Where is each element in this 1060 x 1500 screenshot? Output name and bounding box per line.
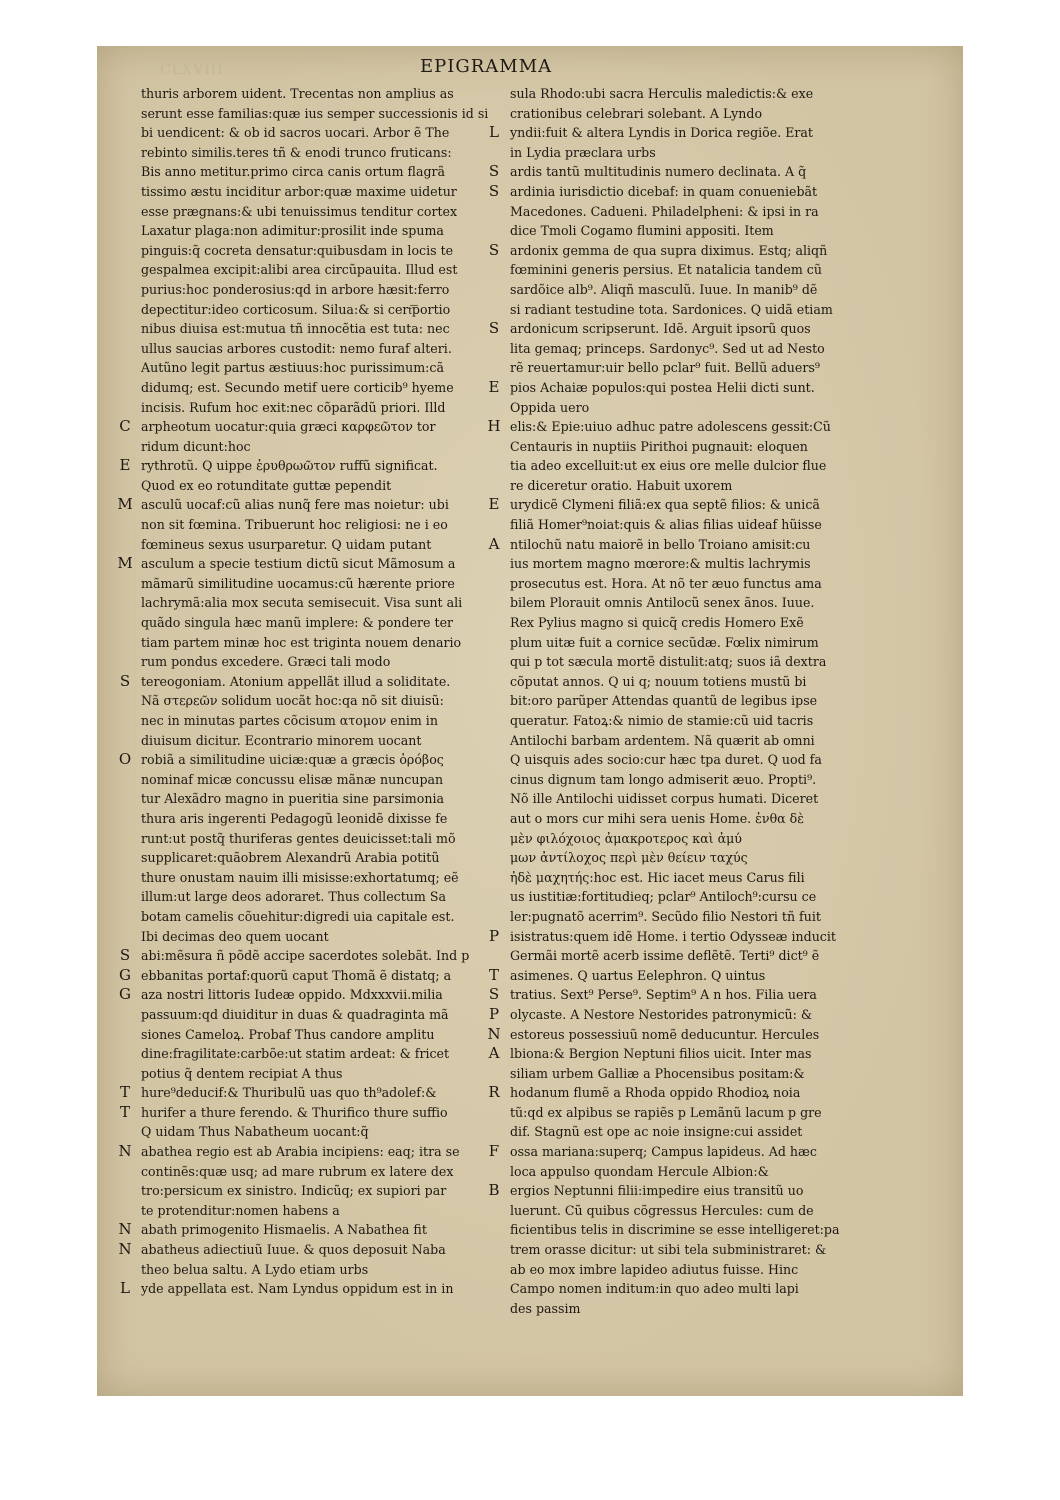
- line-text: tereogoniam. Atonium appellãt illud a soliditate.: [141, 673, 451, 689]
- text-line: [116, 1240, 496, 1260]
- line-text: abath primogenito Hismaelis. A Nabathea fit: [141, 1222, 427, 1238]
- line-text: abi:mẽsura ñ põdẽ accipe sacerdotes solebãt. Ind p: [141, 948, 470, 964]
- line-text: ardis tantũ multitudinis numero declinata. A q̃: [510, 164, 807, 180]
- text-line: [485, 535, 865, 555]
- line-text: Laxatur plaga:non adimitur:prosilit inde spuma: [141, 223, 444, 239]
- text-line: [485, 574, 865, 594]
- line-text: Macedones. Cadueni. Philadelpheni: & ipsi in ra: [510, 203, 819, 219]
- line-text: nec in minutas partes cõcisum ατομον enim in: [141, 713, 438, 728]
- line-text: serunt esse familias:quæ ius semper successionis id si: [141, 105, 489, 121]
- text-line: [485, 260, 865, 280]
- line-text: tro:persicum ex sinistro. Indicũq; ex supiori par: [141, 1183, 447, 1199]
- text-line: [485, 711, 865, 731]
- text-line: [116, 221, 496, 241]
- text-line: [116, 280, 496, 300]
- line-text: arpheotum uocatur:quia græci καρφεῶτον tor: [141, 419, 436, 435]
- text-line: [485, 887, 865, 907]
- text-line: [116, 495, 496, 515]
- line-text: runt:ut postq̃ thuriferas gentes deuicisset:tali mõ: [141, 830, 456, 846]
- line-text: asculũ uocaf:cũ alias nunq̃ fere mas noietur: ubi: [141, 497, 449, 513]
- line-text: us iustitiæ:fortitudieq; pclar⁹ Antiloch⁹:cursu ce: [510, 889, 817, 905]
- text-line: [485, 476, 865, 496]
- initial-letter: B: [488, 1181, 500, 1200]
- line-text: non sit fœmina. Tribuerunt hoc religiosi: ne i eo: [141, 517, 448, 533]
- initial-letter: G: [119, 985, 131, 1004]
- line-text: rum pondus excedere. Græci tali modo: [141, 654, 391, 670]
- line-text: Campo nomen inditum:in quo adeo multi lapi: [510, 1281, 799, 1297]
- text-line: [116, 339, 496, 359]
- text-line: [485, 1299, 865, 1319]
- line-text: siones Cameloꝝ. Probaf Thus candore amplitu: [141, 1026, 435, 1042]
- line-text: diuisum dicitur. Econtrario minorem uocant: [141, 732, 422, 748]
- text-line: [116, 966, 496, 986]
- line-text: hure⁹deducif:& Thuribulũ uas quo th⁹adolef:&: [141, 1085, 437, 1101]
- line-text: illum:ut large deos adoraret. Thus collectum Sa: [141, 889, 446, 905]
- initial-letter: F: [488, 1142, 500, 1161]
- text-line: [116, 1181, 496, 1201]
- line-text: theo belua saltu. A Lydo etiam urbs: [141, 1261, 369, 1277]
- text-line: [485, 1201, 865, 1221]
- line-text: rẽ reuertamur:uir bello pclar⁹ fuit. Bellũ aduers⁹: [510, 360, 820, 376]
- line-text: esse prægnans:& ubi tenuissimus tenditur cortex: [141, 203, 458, 219]
- line-text: Q uidam Thus Nabatheum uocant:q̃: [141, 1124, 369, 1140]
- line-text: tia adeo excelluit:ut ex eius ore melle dulcior flue: [510, 458, 827, 474]
- text-line: [116, 848, 496, 868]
- text-line: [116, 887, 496, 907]
- text-line: [116, 260, 496, 280]
- running-header: EPIGRAMMA: [420, 56, 553, 77]
- initial-letter: N: [118, 1240, 132, 1259]
- text-line: [485, 202, 865, 222]
- text-line: [485, 691, 865, 711]
- line-text: purius:hoc ponderosius:qd in arbore hæsit:ferro: [141, 281, 450, 297]
- text-line: [116, 437, 496, 457]
- initial-letter: C: [119, 417, 131, 436]
- line-text: asculum a specie testium dictũ sicut Mãmosum a: [141, 556, 456, 572]
- text-line: [485, 123, 865, 143]
- line-text: rythrotũ. Q uippe ἐρυθρωῶτον ruffũ significat.: [141, 458, 438, 474]
- text-line: [116, 554, 496, 574]
- text-line: [485, 1181, 865, 1201]
- text-line: [485, 1162, 865, 1182]
- text-line: [485, 495, 865, 515]
- line-text: incisis. Rufum hoc exit:nec cõparãdũ priori. Illd: [141, 399, 446, 415]
- text-line: [485, 143, 865, 163]
- line-text: Autũno legit partus æstiuus:hoc purissimum:cã: [141, 360, 444, 376]
- line-text: elis:& Epie:uiuo adhuc patre adolescens gessit:Cũ: [510, 419, 831, 435]
- text-line: [485, 280, 865, 300]
- text-line: [485, 1260, 865, 1280]
- text-line: [485, 378, 865, 398]
- initial-letter: M: [117, 495, 133, 514]
- text-line: [116, 515, 496, 535]
- line-text: potius q̃ dentem recipiat A thus: [141, 1065, 343, 1081]
- initial-letter: E: [119, 456, 131, 475]
- text-line: [485, 221, 865, 241]
- text-line: [485, 84, 865, 104]
- text-line: [116, 358, 496, 378]
- text-line: [116, 104, 496, 124]
- initial-letter: P: [488, 1004, 500, 1023]
- line-text: in Lydia præclara urbs: [510, 144, 656, 160]
- text-line: [485, 593, 865, 613]
- text-line: [116, 711, 496, 731]
- text-line: [485, 1122, 865, 1142]
- initial-letter: T: [119, 1102, 130, 1121]
- line-text: cinus dignum tam longo admiserit æuo. Propti⁹.: [510, 771, 817, 787]
- text-line: [485, 104, 865, 124]
- line-text: ullus saucias arbores custodit: nemo furaf alteri.: [141, 340, 452, 356]
- line-text: Centauris in nuptiis Pirithoi pugnauit: eloquen: [510, 438, 808, 454]
- line-text: abathea regio est ab Arabia incipiens: eaq; itra se: [141, 1144, 460, 1160]
- text-line: [116, 809, 496, 829]
- line-text: μων ἀντίλοχος περὶ μὲν θείειν ταχύς: [510, 850, 748, 866]
- text-line: [116, 162, 496, 182]
- text-line: [116, 1162, 496, 1182]
- line-text: ossa mariana:superq; Campus lapideus. Ad hæc: [510, 1144, 817, 1160]
- text-line: [116, 770, 496, 790]
- text-line: [116, 613, 496, 633]
- text-line: [485, 1025, 865, 1045]
- text-line: [485, 1142, 865, 1162]
- line-text: gespalmea excipit:alibi area circũpauita. Illud est: [141, 262, 458, 278]
- text-line: [116, 123, 496, 143]
- initial-letter: L: [120, 1279, 130, 1298]
- initial-letter: S: [119, 671, 131, 690]
- line-text: asimenes. Q uartus Eelephron. Q uintus: [510, 967, 766, 983]
- text-line: [116, 750, 496, 770]
- text-line: [485, 358, 865, 378]
- line-text: thura aris ingerenti Pedagogũ leonidẽ dixisse fe: [141, 810, 448, 826]
- line-text: urydicẽ Clymeni filiã:ex qua septẽ filios: & unicã: [510, 497, 820, 513]
- text-line: [116, 789, 496, 809]
- text-line: [116, 417, 496, 437]
- text-line: [485, 319, 865, 339]
- text-line: [116, 84, 496, 104]
- text-line: [116, 927, 496, 947]
- text-line: [116, 1122, 496, 1142]
- line-text: lbiona:& Bergion Neptuni filios uicit. Inter mas: [510, 1046, 812, 1062]
- line-text: bilem Plorauit omnis Antilocũ senex ãnos. Iuue.: [510, 595, 815, 611]
- line-text: ardonicum scripserunt. Idẽ. Arguit ipsorũ quos: [510, 321, 811, 337]
- initial-letter: T: [488, 965, 499, 984]
- line-text: ergios Neptunni filii:impedire eius transitũ uo: [510, 1183, 804, 1199]
- line-text: supplicaret:quãobrem Alexandrũ Arabia potitũ: [141, 850, 440, 866]
- text-line: [485, 456, 865, 476]
- line-text: didumq; est. Secundo metif uere corticib⁹ hyeme: [141, 379, 454, 395]
- line-text: depectitur:ideo corticosum. Silua:& si cert͞portio: [141, 301, 451, 317]
- text-line: [116, 1220, 496, 1240]
- initial-letter: A: [488, 534, 500, 553]
- text-line: [485, 182, 865, 202]
- line-text: Ibi decimas deo quem uocant: [141, 928, 329, 944]
- line-text: ab eo mox imbre lapideo adiutus fuisse. Hinc: [510, 1261, 799, 1277]
- line-text: dif. Stagnũ est ope ac noie insigne:cui assidet: [510, 1124, 803, 1140]
- text-line: [485, 907, 865, 927]
- initial-letter: E: [488, 377, 500, 396]
- text-line: [485, 1044, 865, 1064]
- line-text: Q uisquis ades socio:cur hæc tpa duret. Q uod fa: [510, 752, 822, 768]
- text-line: [116, 1025, 496, 1045]
- text-line: [116, 985, 496, 1005]
- text-line: [116, 1201, 496, 1221]
- line-text: te protenditur:nomen habens a: [141, 1202, 340, 1218]
- line-text: nibus diuisa est:mutua tñ innocẽtia est tuta: nec: [141, 321, 450, 337]
- line-text: tissimo æstu inciditur arbor:quæ maxime uidetur: [141, 183, 457, 199]
- text-line: [116, 241, 496, 261]
- initial-letter: L: [489, 123, 499, 142]
- folio-number: CLXVIII: [160, 62, 224, 78]
- line-text: si radiant testudine tota. Sardonices. Q uidã etiam: [510, 301, 833, 317]
- initial-letter: A: [488, 1044, 500, 1063]
- text-line: [116, 319, 496, 339]
- line-text: lachrymã:alia mox secuta semisecuit. Visa sunt ali: [141, 595, 463, 611]
- left-text-column: [116, 84, 496, 1299]
- line-text: Germãi mortẽ acerb issime deflẽtẽ. Terti⁹ dict⁹ ẽ: [510, 948, 820, 964]
- text-line: [116, 476, 496, 496]
- line-text: siliam urbem Galliæ a Phocensibus positam:&: [510, 1065, 805, 1081]
- initial-letter: S: [488, 319, 500, 338]
- text-line: [116, 574, 496, 594]
- initial-letter: P: [488, 926, 500, 945]
- initial-letter: S: [488, 181, 500, 200]
- line-text: Bis anno metitur.primo circa canis ortum flagrã: [141, 164, 446, 180]
- line-text: tur Alexãdro magno in pueritia sine parsimonia: [141, 791, 444, 807]
- line-text: dice Tmoli Cogamo flumini appositi. Item: [510, 223, 774, 239]
- initial-letter: T: [119, 1083, 130, 1102]
- line-text: thuris arborem uident. Trecentas non amplius as: [141, 86, 454, 101]
- line-text: yndii:fuit & altera Lyndis in Dorica regiõe. Erat: [510, 125, 813, 141]
- text-line: [116, 1279, 496, 1299]
- text-line: [485, 633, 865, 653]
- text-line: [485, 1103, 865, 1123]
- text-line: [485, 672, 865, 692]
- initial-letter: S: [119, 946, 131, 965]
- line-text: Nõ ille Antilochi uidisset corpus humati. Diceret: [510, 791, 819, 807]
- text-line: [485, 162, 865, 182]
- line-text: Antilochi barbam ardentem. Nã quærit ab omni: [510, 732, 815, 748]
- text-line: [485, 946, 865, 966]
- line-text: hurifer a thure ferendo. & Thurifico thure suffio: [141, 1104, 448, 1120]
- text-line: [485, 437, 865, 457]
- line-text: sardõice alb⁹. Aliqñ masculũ. Iuue. In manib⁹ dẽ: [510, 281, 818, 297]
- text-line: [116, 829, 496, 849]
- initial-letter: N: [118, 1142, 132, 1161]
- line-text: passuum:qd diuiditur in duas & quadraginta mã: [141, 1006, 449, 1022]
- line-text: Rex Pylius magno si quicq̃ credis Homero Exẽ: [510, 615, 804, 631]
- line-text: continẽs:quæ usq; ad mare rubrum ex latere dex: [141, 1163, 454, 1179]
- line-text: qui p tot sæcula mortẽ distulit:atq; suos iã dextra: [510, 654, 827, 670]
- text-line: [116, 1103, 496, 1123]
- line-text: yde appellata est. Nam Lyndus oppidum est in in: [141, 1281, 454, 1297]
- text-line: [485, 1083, 865, 1103]
- line-text: loca appulso quondam Hercule Albion:&: [510, 1163, 769, 1179]
- text-line: [485, 848, 865, 868]
- line-text: Quod ex eo rotunditate guttæ pependit: [141, 477, 392, 493]
- initial-letter: S: [488, 240, 500, 259]
- line-text: rebinto similis.teres tñ & enodi trunco fruticans:: [141, 144, 452, 160]
- text-line: [116, 182, 496, 202]
- text-line: [485, 1064, 865, 1084]
- text-line: [485, 789, 865, 809]
- text-line: [485, 1240, 865, 1260]
- text-line: [116, 202, 496, 222]
- line-text: ardinia iurisdictio dicebaf: in quam conueniebãt: [510, 183, 818, 199]
- text-line: [485, 731, 865, 751]
- text-line: [485, 1279, 865, 1299]
- line-text: ardonix gemma de qua supra diximus. Estq; aliqñ: [510, 242, 828, 258]
- text-line: [116, 1260, 496, 1280]
- line-text: prosecutus est. Hora. At nõ ter æuo functus ama: [510, 575, 822, 591]
- text-line: [485, 770, 865, 790]
- text-line: [116, 907, 496, 927]
- text-line: [485, 750, 865, 770]
- initial-letter: S: [488, 162, 500, 181]
- line-text: isistratus:quem idẽ Home. i tertio Odysseæ inducit: [510, 928, 836, 944]
- line-text: ntilochũ natu maiorẽ in bello Troiano amisit:cu: [510, 536, 811, 552]
- text-line: [116, 1064, 496, 1084]
- line-text: ler:pugnatõ acerrim⁹. Secũdo filio Nestori tñ fuit: [510, 908, 821, 924]
- line-text: olycaste. A Nestore Nestorides patronymicũ: &: [510, 1006, 813, 1022]
- line-text: ebbanitas portaf:quorũ caput Thomã ẽ distatq; a: [141, 967, 452, 983]
- text-line: [116, 143, 496, 163]
- text-line: [116, 535, 496, 555]
- line-text: abatheus adiectiuũ Iuue. & quos deposuit Naba: [141, 1242, 446, 1258]
- initial-letter: H: [487, 417, 501, 436]
- text-line: [485, 417, 865, 437]
- line-text: queratur. Fatoꝝ:& nimio de stamie:cũ uid tacris: [510, 713, 814, 728]
- text-line: [485, 985, 865, 1005]
- line-text: hodanum flumẽ a Rhoda oppido Rhodioꝝ noia: [510, 1085, 801, 1101]
- line-text: aza nostri littoris Iudeæ oppido. Mdxxxvii.milia: [141, 987, 443, 1003]
- line-text: fœmineus sexus usurparetur. Q uidam putant: [141, 536, 432, 552]
- line-text: crationibus celebrari solebant. A Lyndo: [510, 105, 763, 121]
- line-text: ἠδὲ μαχητής:hoc est. Hic iacet meus Carus fili: [510, 869, 805, 885]
- text-line: [116, 1005, 496, 1025]
- text-line: [116, 946, 496, 966]
- text-line: [485, 1005, 865, 1025]
- right-text-column: [485, 84, 865, 1318]
- initial-letter: R: [488, 1083, 500, 1102]
- line-text: ficientibus telis in discrimine se esse intelligeret:pa: [510, 1222, 840, 1238]
- text-line: [485, 868, 865, 888]
- text-line: [116, 868, 496, 888]
- line-text: tũ:qd ex alpibus se rapiẽs p Lemãnũ lacum p gre: [510, 1104, 822, 1120]
- text-line: [485, 829, 865, 849]
- text-line: [485, 339, 865, 359]
- line-text: pios Achaiæ populos:qui postea Helii dicti sunt.: [510, 379, 815, 395]
- line-text: thure onustam nauim illi misisse:exhortatumq; eẽ: [141, 869, 459, 885]
- line-text: aut o mors cur mihi sera uenis Home. ἐνθα δὲ: [510, 810, 805, 826]
- text-line: [116, 1044, 496, 1064]
- text-line: [116, 691, 496, 711]
- line-text: ridum dicunt:hoc: [141, 438, 251, 454]
- line-text: sula Rhodo:ubi sacra Herculis maledictis:& exe: [510, 86, 814, 101]
- initial-letter: G: [119, 965, 131, 984]
- text-line: [116, 1142, 496, 1162]
- line-text: μὲν φιλόχοιος ἀμακροτερος καὶ ἀμύ: [510, 830, 742, 846]
- text-line: [116, 378, 496, 398]
- text-line: [485, 554, 865, 574]
- initial-letter: O: [118, 750, 132, 769]
- text-line: [116, 633, 496, 653]
- text-line: [485, 927, 865, 947]
- text-line: [116, 731, 496, 751]
- line-text: Nã στερεῶν solidum uocãt hoc:qa nõ sit diuisũ:: [141, 693, 444, 709]
- line-text: dine:fragilitate:carbõe:ut statim ardeat: & fricet: [141, 1046, 450, 1062]
- line-text: fœminini generis persius. Et natalicia tandem cũ: [510, 262, 822, 278]
- text-line: [116, 398, 496, 418]
- text-line: [485, 300, 865, 320]
- line-text: robiã a similitudine uiciæ:quæ a græcis ὀρόβος: [141, 752, 444, 768]
- initial-letter: M: [117, 554, 133, 573]
- text-line: [485, 652, 865, 672]
- text-line: [116, 1083, 496, 1103]
- line-text: tiam partem minæ hoc est triginta nouem denario: [141, 634, 462, 650]
- line-text: luerunt. Cũ quibus cõgressus Hercules: cum de: [510, 1202, 814, 1218]
- text-line: [485, 966, 865, 986]
- initial-letter: N: [118, 1220, 132, 1239]
- text-line: [485, 398, 865, 418]
- text-line: [485, 809, 865, 829]
- line-text: bit:oro parũper Attendas quantũ de legibus ipse: [510, 693, 818, 709]
- line-text: tratius. Sext⁹ Perse⁹. Septim⁹ A n hos. Filia uera: [510, 987, 817, 1003]
- text-line: [485, 613, 865, 633]
- line-text: des passim: [510, 1300, 581, 1316]
- line-text: ius mortem magno mœrore:& multis lachrymis: [510, 556, 811, 572]
- text-line: [485, 241, 865, 261]
- text-line: [485, 1220, 865, 1240]
- line-text: filiã Homer⁹noiat:quis & alias filias uideaf hũisse: [510, 517, 822, 533]
- line-text: mãmarũ similitudine uocamus:cũ hærente priore: [141, 575, 455, 591]
- initial-letter: E: [488, 495, 500, 514]
- text-line: [116, 652, 496, 672]
- line-text: bi uendicent: & ob id sacros uocari. Arbor ẽ The: [141, 125, 450, 141]
- line-text: lita gemaq; princeps. Sardonyc⁹. Sed ut ad Nesto: [510, 340, 825, 356]
- text-line: [116, 672, 496, 692]
- text-line: [485, 515, 865, 535]
- line-text: nominaf micæ concussu elisæ mãnæ nuncupan: [141, 771, 444, 787]
- text-line: [116, 456, 496, 476]
- initial-letter: N: [487, 1024, 501, 1043]
- line-text: trem orasse dicitur: ut sibi tela subministraret: &: [510, 1242, 827, 1258]
- line-text: pinguis:q̃ cocreta densatur:quibusdam in locis te: [141, 242, 454, 258]
- line-text: plum uitæ fuit a cornice secũdæ. Fœlix nimirum: [510, 634, 819, 650]
- line-text: Oppida uero: [510, 399, 590, 415]
- text-line: [116, 300, 496, 320]
- initial-letter: S: [488, 985, 500, 1004]
- text-line: [116, 593, 496, 613]
- line-text: estoreus possessiuũ nomẽ deducuntur. Hercules: [510, 1026, 820, 1042]
- line-text: re diceretur oratio. Habuit uxorem: [510, 477, 733, 493]
- line-text: cõputat annos. Q ui q; nouum totiens mustũ bi: [510, 673, 807, 689]
- line-text: botam camelis cõuehitur:digredi uia capitale est.: [141, 908, 455, 924]
- line-text: quãdo singula hæc manũ implere: & pondere ter: [141, 615, 454, 631]
